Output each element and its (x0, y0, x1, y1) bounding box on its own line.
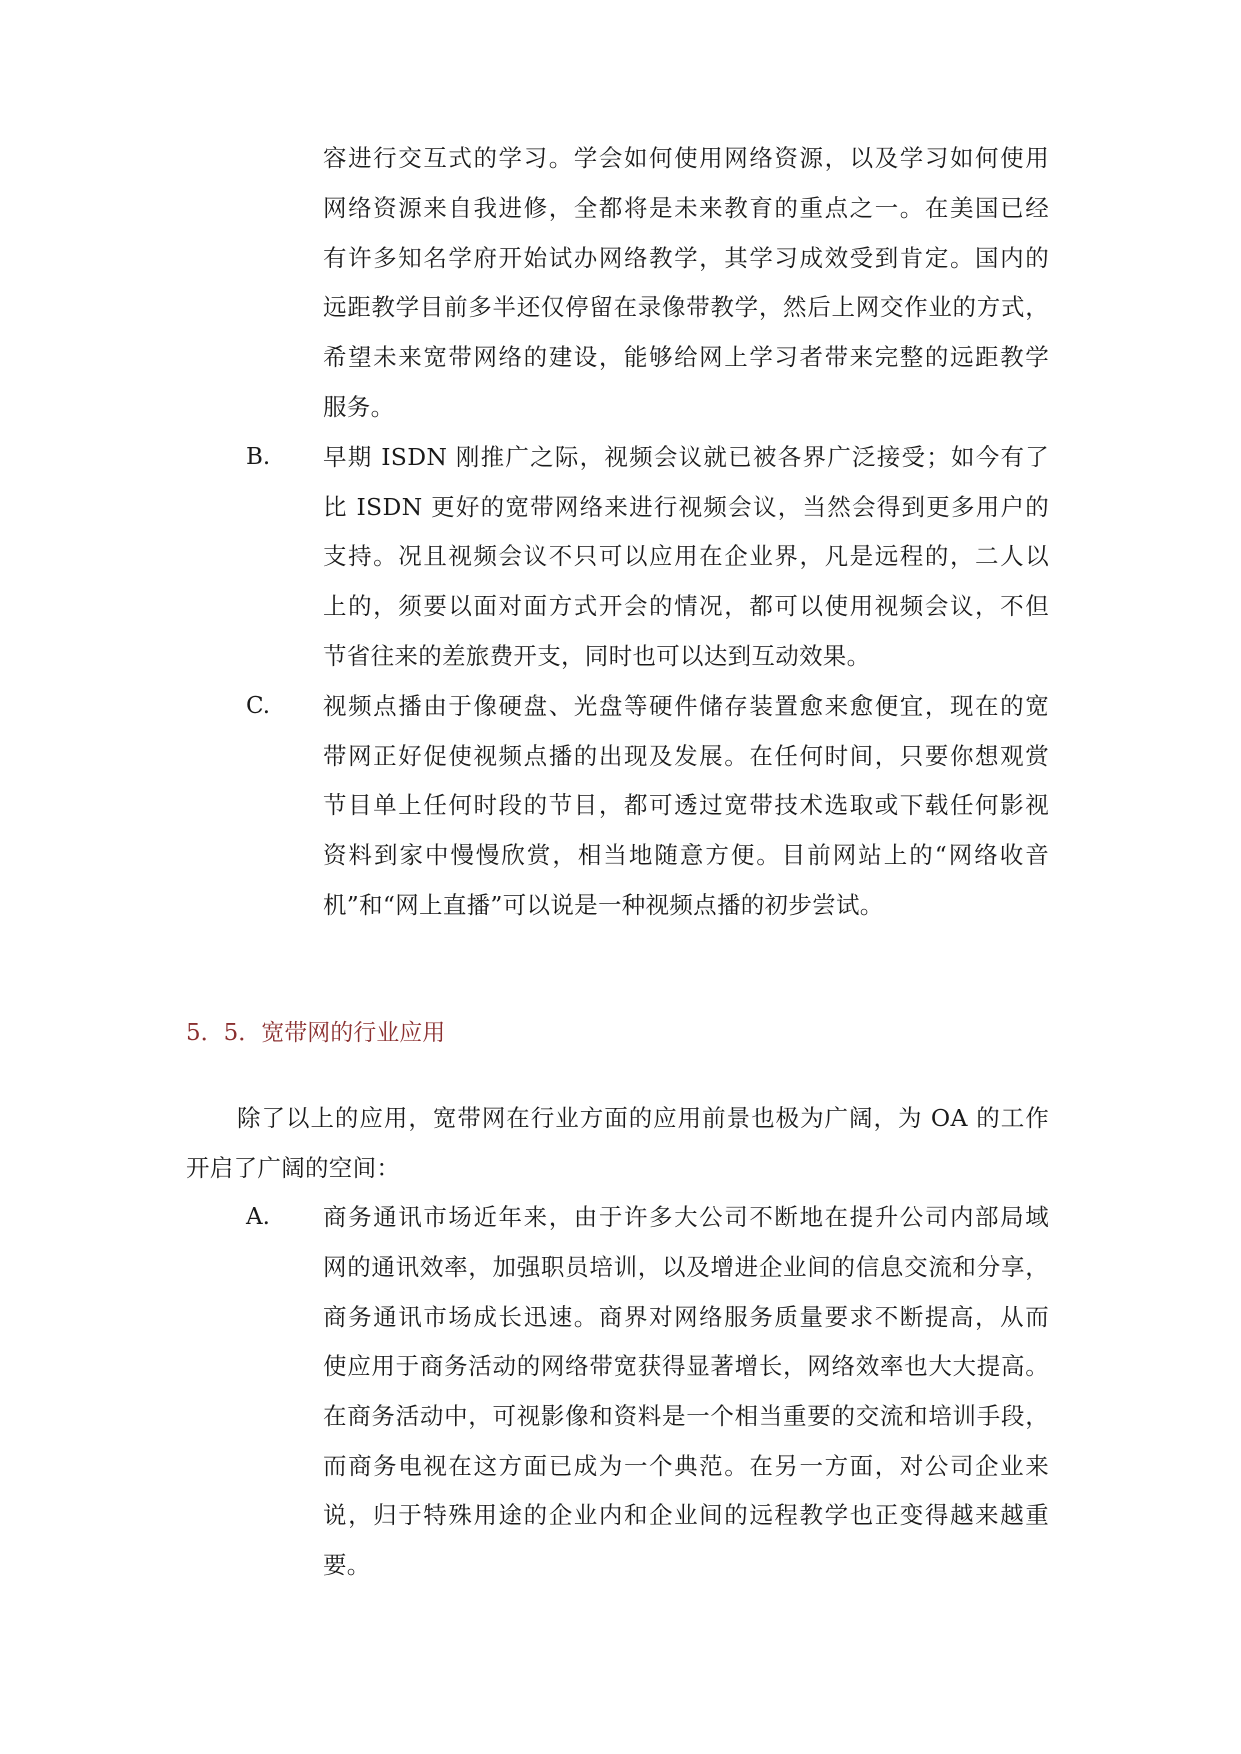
intro-paragraph-line: 开启了广阔的空间： (186, 1154, 401, 1182)
list-item-a-line: 商务通讯市场近年来，由于许多大公司不断地在提升公司内部局域 (323, 1203, 1049, 1231)
list-item-c-line: 机”和“网上直播”可以说是一种视频点播的初步尝试。 (323, 891, 884, 919)
list-item-b-line: 节省往来的差旅费开支，同时也可以达到互动效果。 (323, 642, 871, 670)
list-item-a-line: 网的通讯效率，加强职员培训，以及增进企业间的信息交流和分享， (323, 1253, 1049, 1281)
paragraph-line: 远距教学目前多半还仅停留在录像带教学，然后上网交作业的方式， (323, 293, 1049, 321)
intro-paragraph-line: 除了以上的应用，宽带网在行业方面的应用前景也极为广阔，为 OA 的工作 (237, 1104, 1049, 1132)
list-item-a-line: 使应用于商务活动的网络带宽获得显著增长，网络效率也大大提高。 (323, 1352, 1049, 1380)
paragraph-line: 服务。 (323, 393, 395, 421)
list-item-c-line: 带网正好促使视频点播的出现及发展。在任何时间，只要你想观赏 (323, 742, 1049, 770)
paragraph-line: 希望未来宽带网络的建设，能够给网上学习者带来完整的远距教学 (323, 343, 1049, 371)
list-item-a-line: 说，归于特殊用途的企业内和企业间的远程教学也正变得越来越重 (323, 1501, 1049, 1529)
list-item-a-line: 在商务活动中，可视影像和资料是一个相当重要的交流和培训手段， (323, 1402, 1049, 1430)
paragraph-line: 容进行交互式的学习。学会如何使用网络资源，以及学习如何使用 (323, 144, 1049, 172)
list-item-c-line: 视频点播由于像硬盘、光盘等硬件储存装置愈来愈便宜，现在的宽 (323, 692, 1049, 720)
list-item-b-line: 上的，须要以面对面方式开会的情况，都可以使用视频会议，不但 (323, 592, 1049, 620)
list-marker-b: B. (246, 444, 271, 470)
list-item-b-line: 支持。况且视频会议不只可以应用在企业界，凡是远程的，二人以 (323, 542, 1049, 570)
section-heading: 5．5．宽带网的行业应用 (186, 1020, 446, 1046)
list-item-c-line: 节目单上任何时段的节目，都可透过宽带技术选取或下载任何影视 (323, 791, 1049, 819)
paragraph-line: 网络资源来自我进修，全都将是未来教育的重点之一。在美国已经 (323, 194, 1049, 222)
list-item-a-line: 商务通讯市场成长迅速。商界对网络服务质量要求不断提高，从而 (323, 1303, 1049, 1331)
list-item-b-line: 比 ISDN 更好的宽带网络来进行视频会议，当然会得到更多用户的 (323, 493, 1049, 521)
list-item-a-line: 要。 (323, 1551, 371, 1579)
list-marker-c: C. (246, 693, 271, 719)
list-item-c-line: 资料到家中慢慢欣赏，相当地随意方便。目前网站上的“网络收音 (323, 841, 1049, 869)
list-item-a-line: 而商务电视在这方面已成为一个典范。在另一方面，对公司企业来 (323, 1452, 1049, 1480)
paragraph-line: 有许多知名学府开始试办网络教学，其学习成效受到肯定。国内的 (323, 244, 1049, 272)
list-item-b-line: 早期 ISDN 刚推广之际，视频会议就已被各界广泛接受；如今有了 (323, 443, 1049, 471)
list-marker-a: A. (246, 1204, 270, 1230)
